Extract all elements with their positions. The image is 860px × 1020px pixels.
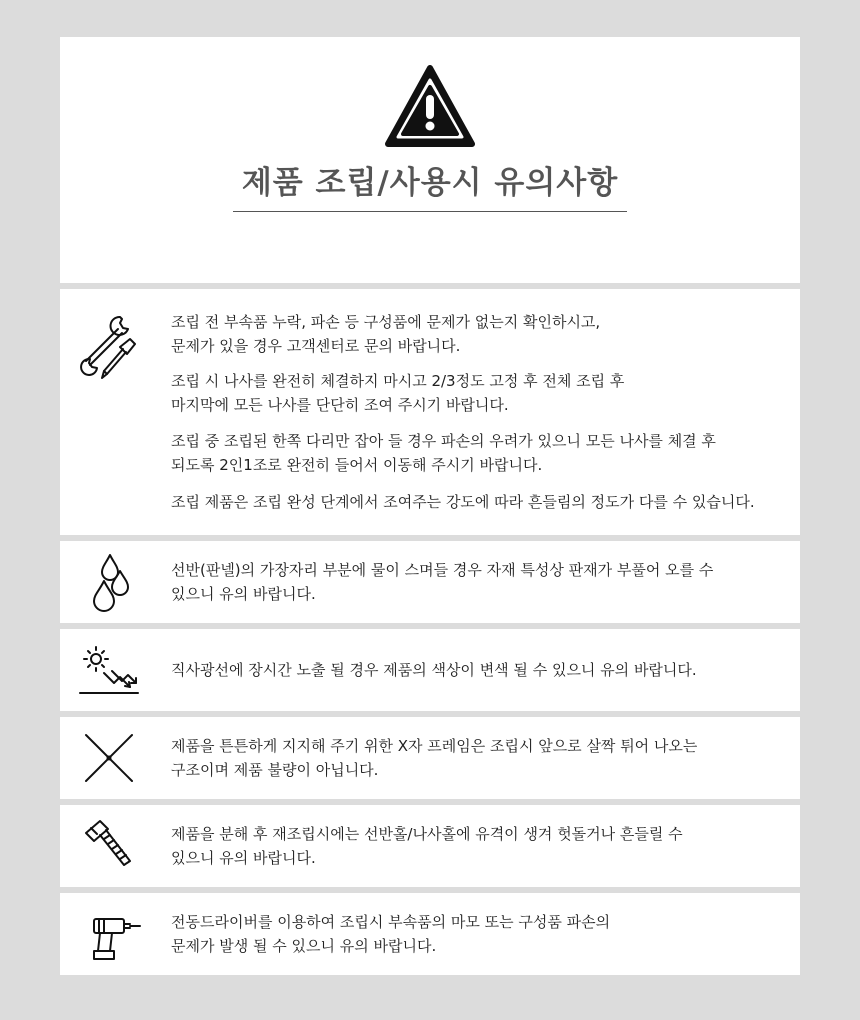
notice-screw <box>60 805 800 887</box>
notice-water <box>60 541 800 623</box>
notice-x-frame <box>60 717 800 799</box>
water-drops-icon <box>74 547 144 617</box>
notice-sunlight <box>60 629 800 711</box>
header-panel <box>60 37 800 283</box>
assembly-paragraph-4: 조립 제품은 조립 완성 단계에서 조여주는 강도에 따라 흔들림의 정도가 다를 수 있습니다. <box>171 493 755 511</box>
x-frame-text: 제품을 튼튼하게 지지해 주기 위한 X자 프레임은 조립시 앞으로 살짝 튀어 나오는 구조이며 제품 불량이 아닙니다. <box>171 737 698 779</box>
electric-drill-icon <box>74 899 144 969</box>
title-underline <box>233 211 627 212</box>
assembly-paragraph-3: 조립 중 조립된 한쪽 다리만 잡아 들 경우 파손의 우려가 있으니 모든 나사를 체결 후 되도록 2인1조로 완전히 들어서 이동해 주시기 바랍니다. <box>171 432 716 474</box>
notice-drill <box>60 893 800 975</box>
assembly-paragraph-2: 조립 시 나사를 완전히 체결하지 마시고 2/3정도 고정 후 전체 조립 후 마지막에 모든 나사를 단단히 조여 주시기 바랍니다. <box>171 372 625 414</box>
x-frame-icon <box>74 723 144 793</box>
page-title: 제품 조립/사용시 유의사항 <box>241 165 619 201</box>
sunlight-text: 직사광선에 장시간 노출 될 경우 제품의 색상이 변색 될 수 있으니 유의 바랍니다. <box>171 661 697 679</box>
screw-icon <box>74 811 144 881</box>
drill-text: 전동드라이버를 이용하여 조립시 부속품의 마모 또는 구성품 파손의 문제가 발생 될 수 있으니 유의 바랍니다. <box>171 913 611 955</box>
warning-triangle-icon <box>385 65 475 147</box>
screw-text: 제품을 분해 후 재조립시에는 선반홀/나사홀에 유격이 생겨 헛돌거나 흔들릴 수 있으니 유의 바랍니다. <box>171 825 683 867</box>
sunlight-icon <box>74 635 144 705</box>
assembly-paragraph-1: 조립 전 부속품 누락, 파손 등 구성품에 문제가 없는지 확인하시고, 문제가 있을 경우 고객센터로 문의 바랍니다. <box>171 313 601 355</box>
wrench-screwdriver-icon <box>74 309 144 379</box>
water-text: 선반(판넬)의 가장자리 부분에 물이 스며들 경우 자재 특성상 판재가 부풀어 오를 수 있으니 유의 바랍니다. <box>171 561 714 603</box>
notice-assembly <box>60 289 800 535</box>
